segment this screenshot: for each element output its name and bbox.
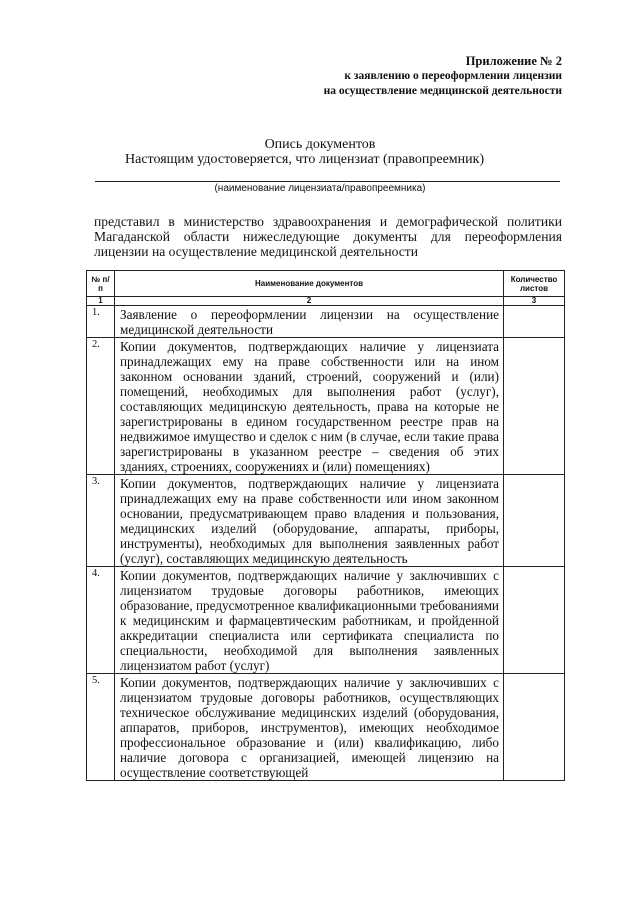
row-number: 3.	[87, 475, 115, 567]
row-sheet-count	[504, 306, 565, 338]
appendix-header	[324, 54, 562, 99]
row-document-name: Заявление о переоформлении лицензии на осуществление медицинской деятельности	[115, 306, 504, 338]
row-sheet-count	[504, 674, 565, 781]
header-sheet-count: Количество листов	[504, 271, 565, 297]
column-number-2: 2	[115, 297, 504, 306]
licensee-caption: (наименование лицензиата/правопреемника)	[214, 183, 426, 194]
row-sheet-count	[504, 338, 565, 475]
table-row	[87, 567, 565, 674]
row-number: 4.	[87, 567, 115, 674]
row-document-name: Копии документов, подтверждающих наличие у лицензиата принадлежащих ему на праве собственности или на ином законном основании зданий, строений, сооружений и (или) помещений, необходимых для выполнения работ (услуг), составляющих медицинскую деятельность, права на которые не зарегистрированы в едином государственном реестре прав на недвижимое имущество и сделок с ним (в случае, если такие права зарегистрированы в указанном реестре – сведения об этих зданиях, строениях, сооружениях и (или) помещениях)	[115, 338, 504, 475]
row-document-name: Копии документов, подтверждающих наличие у заключивших с лицензиатом трудовые договоры работников, осуществляющих техническое обслуживание медицинских изделий (оборудования, аппаратов, приборов, инструментов), имеющих необходимое профессиональное образование и (или) квалификацию, либо наличие договора с организацией, имеющей лицензию на осуществление соответствующей	[115, 674, 504, 781]
header-number: № п/п	[87, 271, 115, 297]
certify-statement: Настоящим удостоверяется, что лицензиат (правопреемник)	[125, 152, 485, 167]
column-number-1: 1	[87, 297, 115, 306]
row-number: 5.	[87, 674, 115, 781]
row-sheet-count	[504, 475, 565, 567]
licensee-name-line	[95, 181, 560, 182]
column-number-3: 3	[504, 297, 565, 306]
presented-paragraph: представил в министерство здравоохранения и демографической политики Магаданской области нижеследующие документы для переоформления лицензии на осуществление медицинской деятельности	[94, 214, 562, 259]
table-row	[87, 674, 565, 781]
table-row	[87, 306, 565, 338]
table-row	[87, 338, 565, 475]
document-heading: Опись документов	[264, 137, 376, 152]
appendix-line-2: на осуществление медицинской деятельности	[323, 85, 562, 97]
appendix-title: Приложение № 2	[465, 54, 562, 68]
appendix-line-1: к заявлению о переоформлении лицензии	[344, 70, 562, 82]
row-number: 1.	[87, 306, 115, 338]
row-document-name: Копии документов, подтверждающих наличие у лицензиата принадлежащих ему на праве собственности или ином законном основании, предусматривающем право владения и пользования, медицинских изделий (оборудование, аппараты, приборы, инструменты), необходимых для выполнения заявленных работ (услуг), составляющих медицинскую деятельность	[115, 475, 504, 567]
table-row	[87, 475, 565, 567]
header-document-name: Наименование документов	[115, 271, 504, 297]
row-sheet-count	[504, 567, 565, 674]
row-document-name: Копии документов, подтверждающих наличие у заключивших с лицензиатом трудовые договоры работников, имеющих образование, предусмотренное квалификационными требованиями к медицинским и фармацевтическим работникам, и пройденной аккредитации специалиста или сертификата специалиста по специальности, необходимой для выполнения заявленных лицензиатом работ (услуг)	[115, 567, 504, 674]
documents-table	[86, 270, 565, 781]
row-number: 2.	[87, 338, 115, 475]
